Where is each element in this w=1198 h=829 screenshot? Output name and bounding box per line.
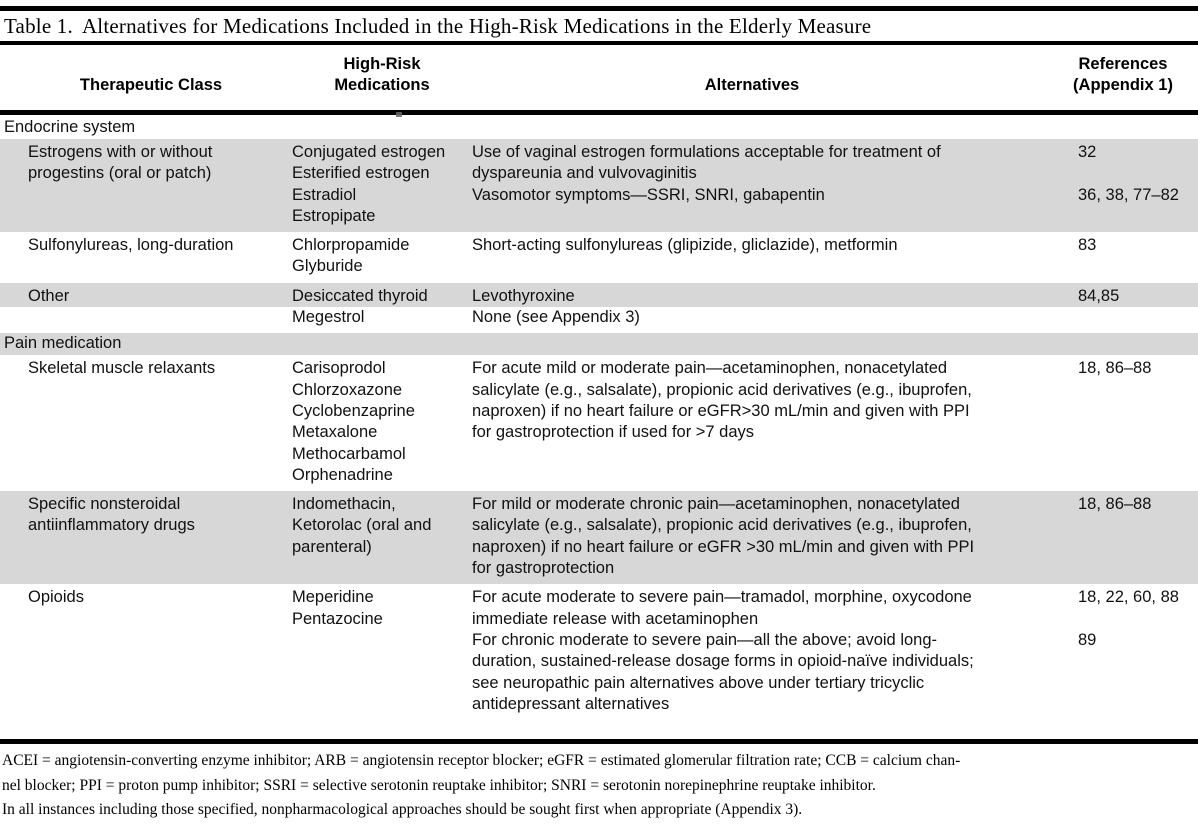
cell-alternatives <box>472 142 1072 206</box>
section-heading-label: Endocrine system <box>4 118 136 136</box>
cell-therapeutic-class-line: Specific nonsteroidal <box>28 495 181 514</box>
cell-alternatives-line: salicylate (e.g., salsalate), propionic acid derivatives (e.g., ibuprofen, <box>472 516 972 535</box>
cell-therapeutic-class-line: antiinflammatory drugs <box>28 516 195 535</box>
cell-references: 18, 22, 60, 88 <box>1078 588 1179 607</box>
footnote-line-1: ACEI = angiotensin-converting enzyme inhibitor; ARB = angiotensin receptor blocker; eGFR = estimated glomerular filtration rate; CCB = calcium chan- <box>2 752 961 769</box>
cell-references: 84,85 <box>1078 286 1120 305</box>
table-row <box>0 283 1198 334</box>
table-row <box>0 139 1198 232</box>
cell-alternatives-line: immediate release with acetaminophen <box>472 609 759 628</box>
cell-high-risk-medications-line: Pentazocine <box>292 609 383 628</box>
cell-high-risk-medications <box>292 587 470 630</box>
column-header-references <box>1052 54 1194 96</box>
rule-under-title <box>0 41 1198 45</box>
cell-alternatives-line: For acute mild or moderate pain—acetaminophen, nonacetylated <box>472 359 948 378</box>
cell-therapeutic-class-line: Other <box>28 286 70 305</box>
cell-alternatives-line: naproxen) if no heart failure or eGFR>30 mL/min and given with PPI <box>472 401 970 420</box>
rule-under-header <box>0 110 1198 115</box>
cell-alternatives-line: for gastroprotection <box>472 559 615 578</box>
cell-references: 32 <box>1078 143 1097 161</box>
table-row <box>0 491 1198 584</box>
rule-above-footnotes <box>0 739 1198 744</box>
cell-alternatives-line: dyspareunia and vulvovaginitis <box>472 164 697 183</box>
cell-high-risk-medications-line: Estradiol <box>292 185 357 204</box>
cell-alternatives <box>472 358 1072 443</box>
cell-references: 36, 38, 77–82 <box>1078 185 1179 204</box>
section-heading-label: Pain medication <box>4 334 122 353</box>
cell-high-risk-medications-line: Orphenadrine <box>292 465 393 484</box>
table-title-text: Alternatives for Medications Included in the High-Risk Medications in the Elderly Measure <box>81 14 872 38</box>
cell-therapeutic-class-line: Opioids <box>28 588 84 607</box>
cell-alternatives-line: salicylate (e.g., salsalate), propionic acid derivatives (e.g., ibuprofen, <box>472 380 972 399</box>
cell-alternatives-line: for gastroprotection if used for >7 days <box>472 423 755 442</box>
column-header-high-risk-medications-line1: High-Risk <box>343 55 421 73</box>
cell-alternatives-line: Short-acting sulfonylureas (glipizide, gliclazide), metformin <box>472 236 898 255</box>
cell-alternatives-line: None (see Appendix 3) <box>472 308 640 327</box>
column-header-high-risk-medications-line2: Medications <box>334 76 430 94</box>
column-header-references-line2: (Appendix 1) <box>1073 76 1173 94</box>
cell-therapeutic-class-line: Sulfonylureas, long-duration <box>28 236 234 255</box>
cell-high-risk-medications-line: Indomethacin, <box>292 495 396 514</box>
cell-high-risk-medications-line: Megestrol <box>292 308 365 327</box>
cell-therapeutic-class <box>28 142 286 185</box>
cell-therapeutic-class <box>28 286 286 307</box>
cell-references: 83 <box>1078 236 1097 255</box>
cell-high-risk-medications-line: Ketorolac (oral and <box>292 516 432 535</box>
cell-alternatives-line: antidepressant alternatives <box>472 694 670 713</box>
cell-high-risk-medications-line: Desiccated thyroid <box>292 286 428 305</box>
rule-top-border <box>0 6 1198 11</box>
cell-high-risk-medications-line: Esterified estrogen <box>292 164 430 183</box>
cell-therapeutic-class-line: Skeletal muscle relaxants <box>28 359 216 378</box>
cell-references: 89 <box>1078 630 1097 649</box>
cell-therapeutic-class-line: Estrogens with or without <box>28 143 213 161</box>
table-row <box>0 355 1198 491</box>
table-number-label: Table 1. <box>4 14 73 38</box>
column-header-alternatives: Alternatives <box>704 76 800 94</box>
cell-alternatives <box>472 235 1072 256</box>
cell-therapeutic-class-line: progestins (oral or patch) <box>28 164 212 183</box>
table-row <box>0 584 1198 720</box>
footnote-line-2: nel blocker; PPI = proton pump inhibitor; SSRI = selective serotonin reuptake inhibitor; SNRI = serotonin norepinephrine reuptake inhibitor. <box>2 776 876 794</box>
cell-high-risk-medications <box>292 235 470 278</box>
cell-references: 18, 86–88 <box>1078 495 1152 514</box>
cell-high-risk-medications-line: parenteral) <box>292 537 372 556</box>
cell-therapeutic-class <box>28 358 286 379</box>
cell-therapeutic-class <box>28 587 286 608</box>
cell-high-risk-medications-line: Chlorzoxazone <box>292 380 403 399</box>
cell-alternatives <box>472 286 1072 329</box>
cell-high-risk-medications-line: Meperidine <box>292 588 374 607</box>
table-footnotes <box>2 749 1194 823</box>
section-heading-endocrine-system <box>0 117 1198 139</box>
cell-high-risk-medications <box>292 358 470 486</box>
cell-therapeutic-class <box>28 494 286 537</box>
cell-alternatives <box>472 587 1072 715</box>
cell-alternatives-line: For chronic moderate to severe pain—all the above; avoid long- <box>472 630 938 649</box>
cell-high-risk-medications <box>292 142 470 227</box>
cell-high-risk-medications-line: Methocarbamol <box>292 444 406 463</box>
cell-therapeutic-class <box>28 235 286 256</box>
cell-alternatives-line: Levothyroxine <box>472 286 575 305</box>
cell-alternatives-line: Vasomotor symptoms—SSRI, SNRI, gabapentin <box>472 185 825 204</box>
cell-alternatives-line: see neuropathic pain alternatives above under tertiary tricyclic <box>472 673 925 692</box>
cell-alternatives-line: Use of vaginal estrogen formulations acceptable for treatment of <box>472 143 941 161</box>
cell-high-risk-medications-line: Conjugated estrogen <box>292 143 446 161</box>
cell-high-risk-medications-line: Estropipate <box>292 206 376 225</box>
footnote-line-3: In all instances including those specified, nonpharmacological approaches should be sought first when appropriate (Appendix 3). <box>2 801 803 818</box>
column-header-references-line1: References <box>1078 55 1168 73</box>
cell-high-risk-medications-line: Carisoprodol <box>292 359 386 378</box>
section-heading-pain-medication <box>0 333 1198 355</box>
column-header-high-risk-medications <box>292 54 472 96</box>
cell-alternatives-line: duration, sustained-release dosage forms in opioid-naïve individuals; <box>472 652 974 671</box>
cell-high-risk-medications <box>292 494 470 558</box>
column-header-therapeutic-class: Therapeutic Class <box>79 76 223 94</box>
cell-references: 18, 86–88 <box>1078 359 1152 378</box>
cell-high-risk-medications <box>292 286 470 329</box>
cell-alternatives-line: For mild or moderate chronic pain—acetaminophen, nonacetylated <box>472 495 960 514</box>
cell-high-risk-medications-line: Chlorpropamide <box>292 236 410 255</box>
cell-alternatives-line: For acute moderate to severe pain—tramadol, morphine, oxycodone <box>472 588 972 607</box>
cell-high-risk-medications-line: Metaxalone <box>292 423 378 442</box>
table-title <box>4 13 871 39</box>
cell-alternatives-line: naproxen) if no heart failure or eGFR >30 mL/min and given with PPI <box>472 537 975 556</box>
cell-high-risk-medications-line: Glyburide <box>292 257 363 276</box>
table-row <box>0 232 1198 283</box>
cell-high-risk-medications-line: Cyclobenzaprine <box>292 401 415 420</box>
table-header-row <box>0 48 1198 108</box>
table-body <box>0 117 1198 735</box>
cell-alternatives <box>472 494 1072 579</box>
